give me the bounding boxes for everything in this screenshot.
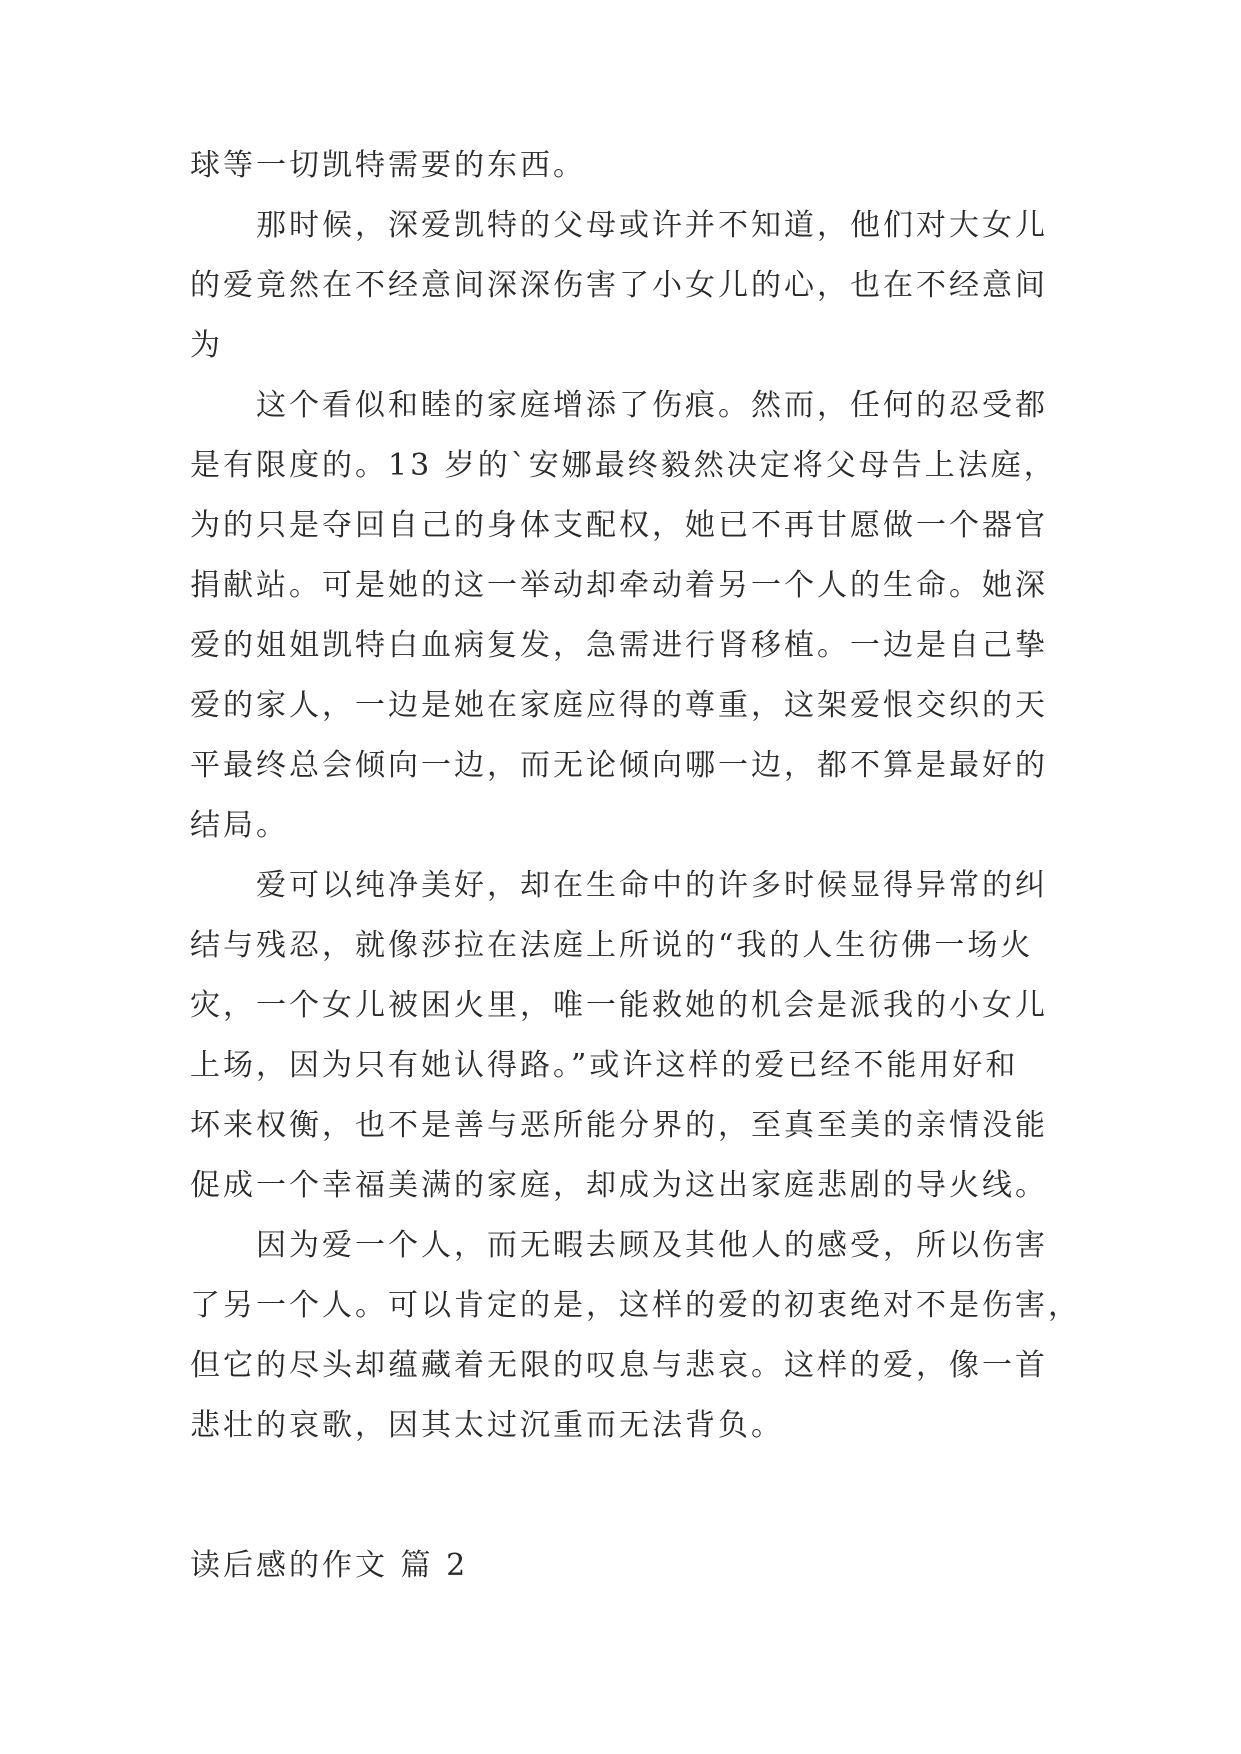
text-line: 球等一切凯特需要的东西。 bbox=[190, 148, 586, 183]
text-line: 为 bbox=[190, 328, 223, 363]
text-line: 悲壮的哀歌，因其太过沉重而无法背负。 bbox=[190, 1408, 784, 1443]
section-heading: 读后感的作文 篇 2 bbox=[190, 1548, 469, 1583]
text-line: 促成一个幸福美满的家庭，却成为这出家庭悲剧的导火线。 bbox=[190, 1168, 1048, 1203]
text-line: 爱可以纯净美好，却在生命中的许多时候显得异常的纠 bbox=[256, 868, 1048, 903]
text-line: 结局。 bbox=[190, 808, 289, 843]
text-line: 上场，因为只有她认得路。”或许这样的爱已经不能用好和 bbox=[190, 1048, 1019, 1083]
text-line: 是有限度的。13 岁的`安娜最终毅然决定将父母告上法庭， bbox=[190, 448, 1057, 483]
text-line: 的爱竟然在不经意间深深伤害了小女儿的心，也在不经意间 bbox=[190, 268, 1048, 303]
text-line: 坏来权衡，也不是善与恶所能分界的，至真至美的亲情没能 bbox=[190, 1108, 1048, 1143]
text-line: 了另一个人。可以肯定的是，这样的爱的初衷绝对不是伤害， bbox=[190, 1288, 1081, 1323]
text-line: 捐献站。可是她的这一举动却牵动着另一个人的生命。她深 bbox=[190, 568, 1048, 603]
text-line: 灾，一个女儿被困火里，唯一能救她的机会是派我的小女儿 bbox=[190, 988, 1048, 1023]
text-line: 但它的尽头却蕴藏着无限的叹息与悲哀。这样的爱，像一首 bbox=[190, 1348, 1048, 1383]
text-line: 结与残忍，就像莎拉在法庭上所说的“我的人生彷佛一场火 bbox=[190, 928, 1034, 963]
text-line: 爱的姐姐凯特白血病复发，急需进行肾移植。一边是自己挚 bbox=[190, 628, 1048, 663]
text-line: 为的只是夺回自己的身体支配权，她已不再甘愿做一个器官 bbox=[190, 508, 1048, 543]
text-line: 因为爱一个人，而无暇去顾及其他人的感受，所以伤害 bbox=[256, 1228, 1048, 1263]
text-line: 平最终总会倾向一边，而无论倾向哪一边，都不算是最好的 bbox=[190, 748, 1048, 783]
text-line: 爱的家人，一边是她在家庭应得的尊重，这架爱恨交织的天 bbox=[190, 688, 1048, 723]
text-line: 这个看似和睦的家庭增添了伤痕。然而，任何的忍受都 bbox=[256, 388, 1048, 423]
text-line: 那时候，深爱凯特的父母或许并不知道，他们对大女儿 bbox=[256, 208, 1048, 243]
